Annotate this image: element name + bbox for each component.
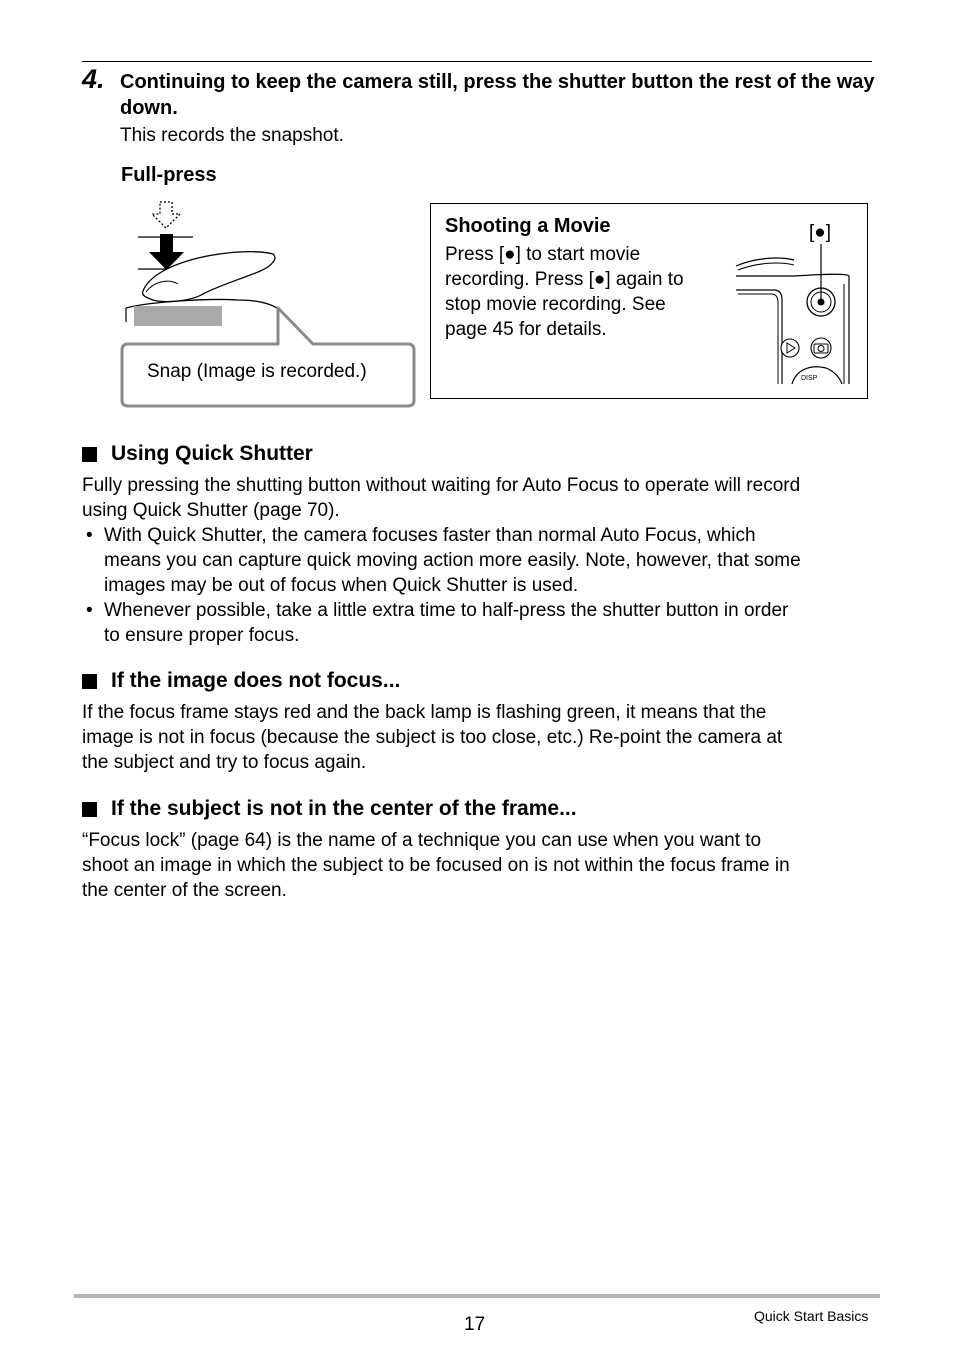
paragraph-line: image is not in focus (because the subject is too close, etc.) Re-point the camera at [82, 727, 783, 748]
square-bullet-icon [82, 674, 97, 689]
square-bullet-icon [82, 447, 97, 462]
bullet-line: With Quick Shutter, the camera focuses faster than normal Auto Focus, which [104, 525, 756, 546]
dotted-arrow-icon [152, 202, 180, 228]
paragraph-line: the subject and try to focus again. [82, 752, 367, 773]
full-press-label: Full-press [121, 164, 217, 186]
section-paragraph [82, 700, 882, 775]
footer-rule [74, 1294, 880, 1298]
paragraph-line: If the focus frame stays red and the back lamp is flashing green, it means that the [82, 702, 767, 723]
step-number: 4. [82, 64, 105, 94]
paragraph-line: the center of the screen. [82, 880, 287, 901]
movie-button-label: [●] [809, 222, 832, 243]
section-paragraph [82, 473, 882, 523]
paragraph-line: “Focus lock” (page 64) is the name of a technique you can use when you want to [82, 830, 762, 851]
list-item [82, 523, 882, 598]
footer-section-label: Quick Start Basics [754, 1308, 869, 1324]
callout-text: Snap (Image is recorded.) [147, 361, 367, 382]
step-title: Continuing to keep the camera still, press the shutter button the rest of the way down. [120, 71, 875, 119]
page-number: 17 [464, 1314, 486, 1335]
section-heading-text: If the subject is not in the center of the frame... [111, 797, 577, 820]
section-heading-text: Using Quick Shutter [111, 442, 313, 465]
paragraph-line: shoot an image in which the subject to be focused on is not within the focus frame in [82, 855, 790, 876]
square-bullet-icon [82, 802, 97, 817]
list-item [82, 598, 882, 648]
top-rule [82, 61, 872, 62]
bullet-line: to ensure proper focus. [104, 625, 300, 646]
disp-label: DISP [801, 375, 818, 382]
step-subtitle: This records the snapshot. [120, 125, 344, 146]
section-heading-not-focus [82, 668, 400, 694]
movie-note-line: Press [●] to start movie [445, 244, 641, 265]
paragraph-line: using Quick Shutter (page 70). [82, 500, 340, 521]
movie-note-title: Shooting a Movie [445, 215, 611, 237]
section-heading-not-center [82, 796, 577, 822]
camera-back-illustration [734, 218, 860, 388]
bullet-dot-icon: • [86, 600, 93, 621]
section-heading-quick-shutter [82, 441, 313, 467]
section-paragraph [82, 828, 882, 903]
section-heading-text: If the image does not focus... [111, 669, 401, 692]
movie-note-line: stop movie recording. See [445, 294, 666, 315]
movie-note-line: page 45 for details. [445, 319, 607, 340]
play-button-icon [781, 339, 799, 357]
bullet-line: means you can capture quick moving action more easily. Note, however, that some [104, 550, 801, 571]
movie-note-body [445, 242, 730, 342]
movie-note-line: recording. Press [●] again to [445, 269, 684, 290]
bullet-dot-icon: • [86, 525, 93, 546]
bullet-line: Whenever possible, take a little extra time to half-press the shutter button in order [104, 600, 789, 621]
bullet-line: images may be out of focus when Quick Shutter is used. [104, 575, 579, 596]
paragraph-line: Fully pressing the shutting button without waiting for Auto Focus to operate will record [82, 475, 801, 496]
